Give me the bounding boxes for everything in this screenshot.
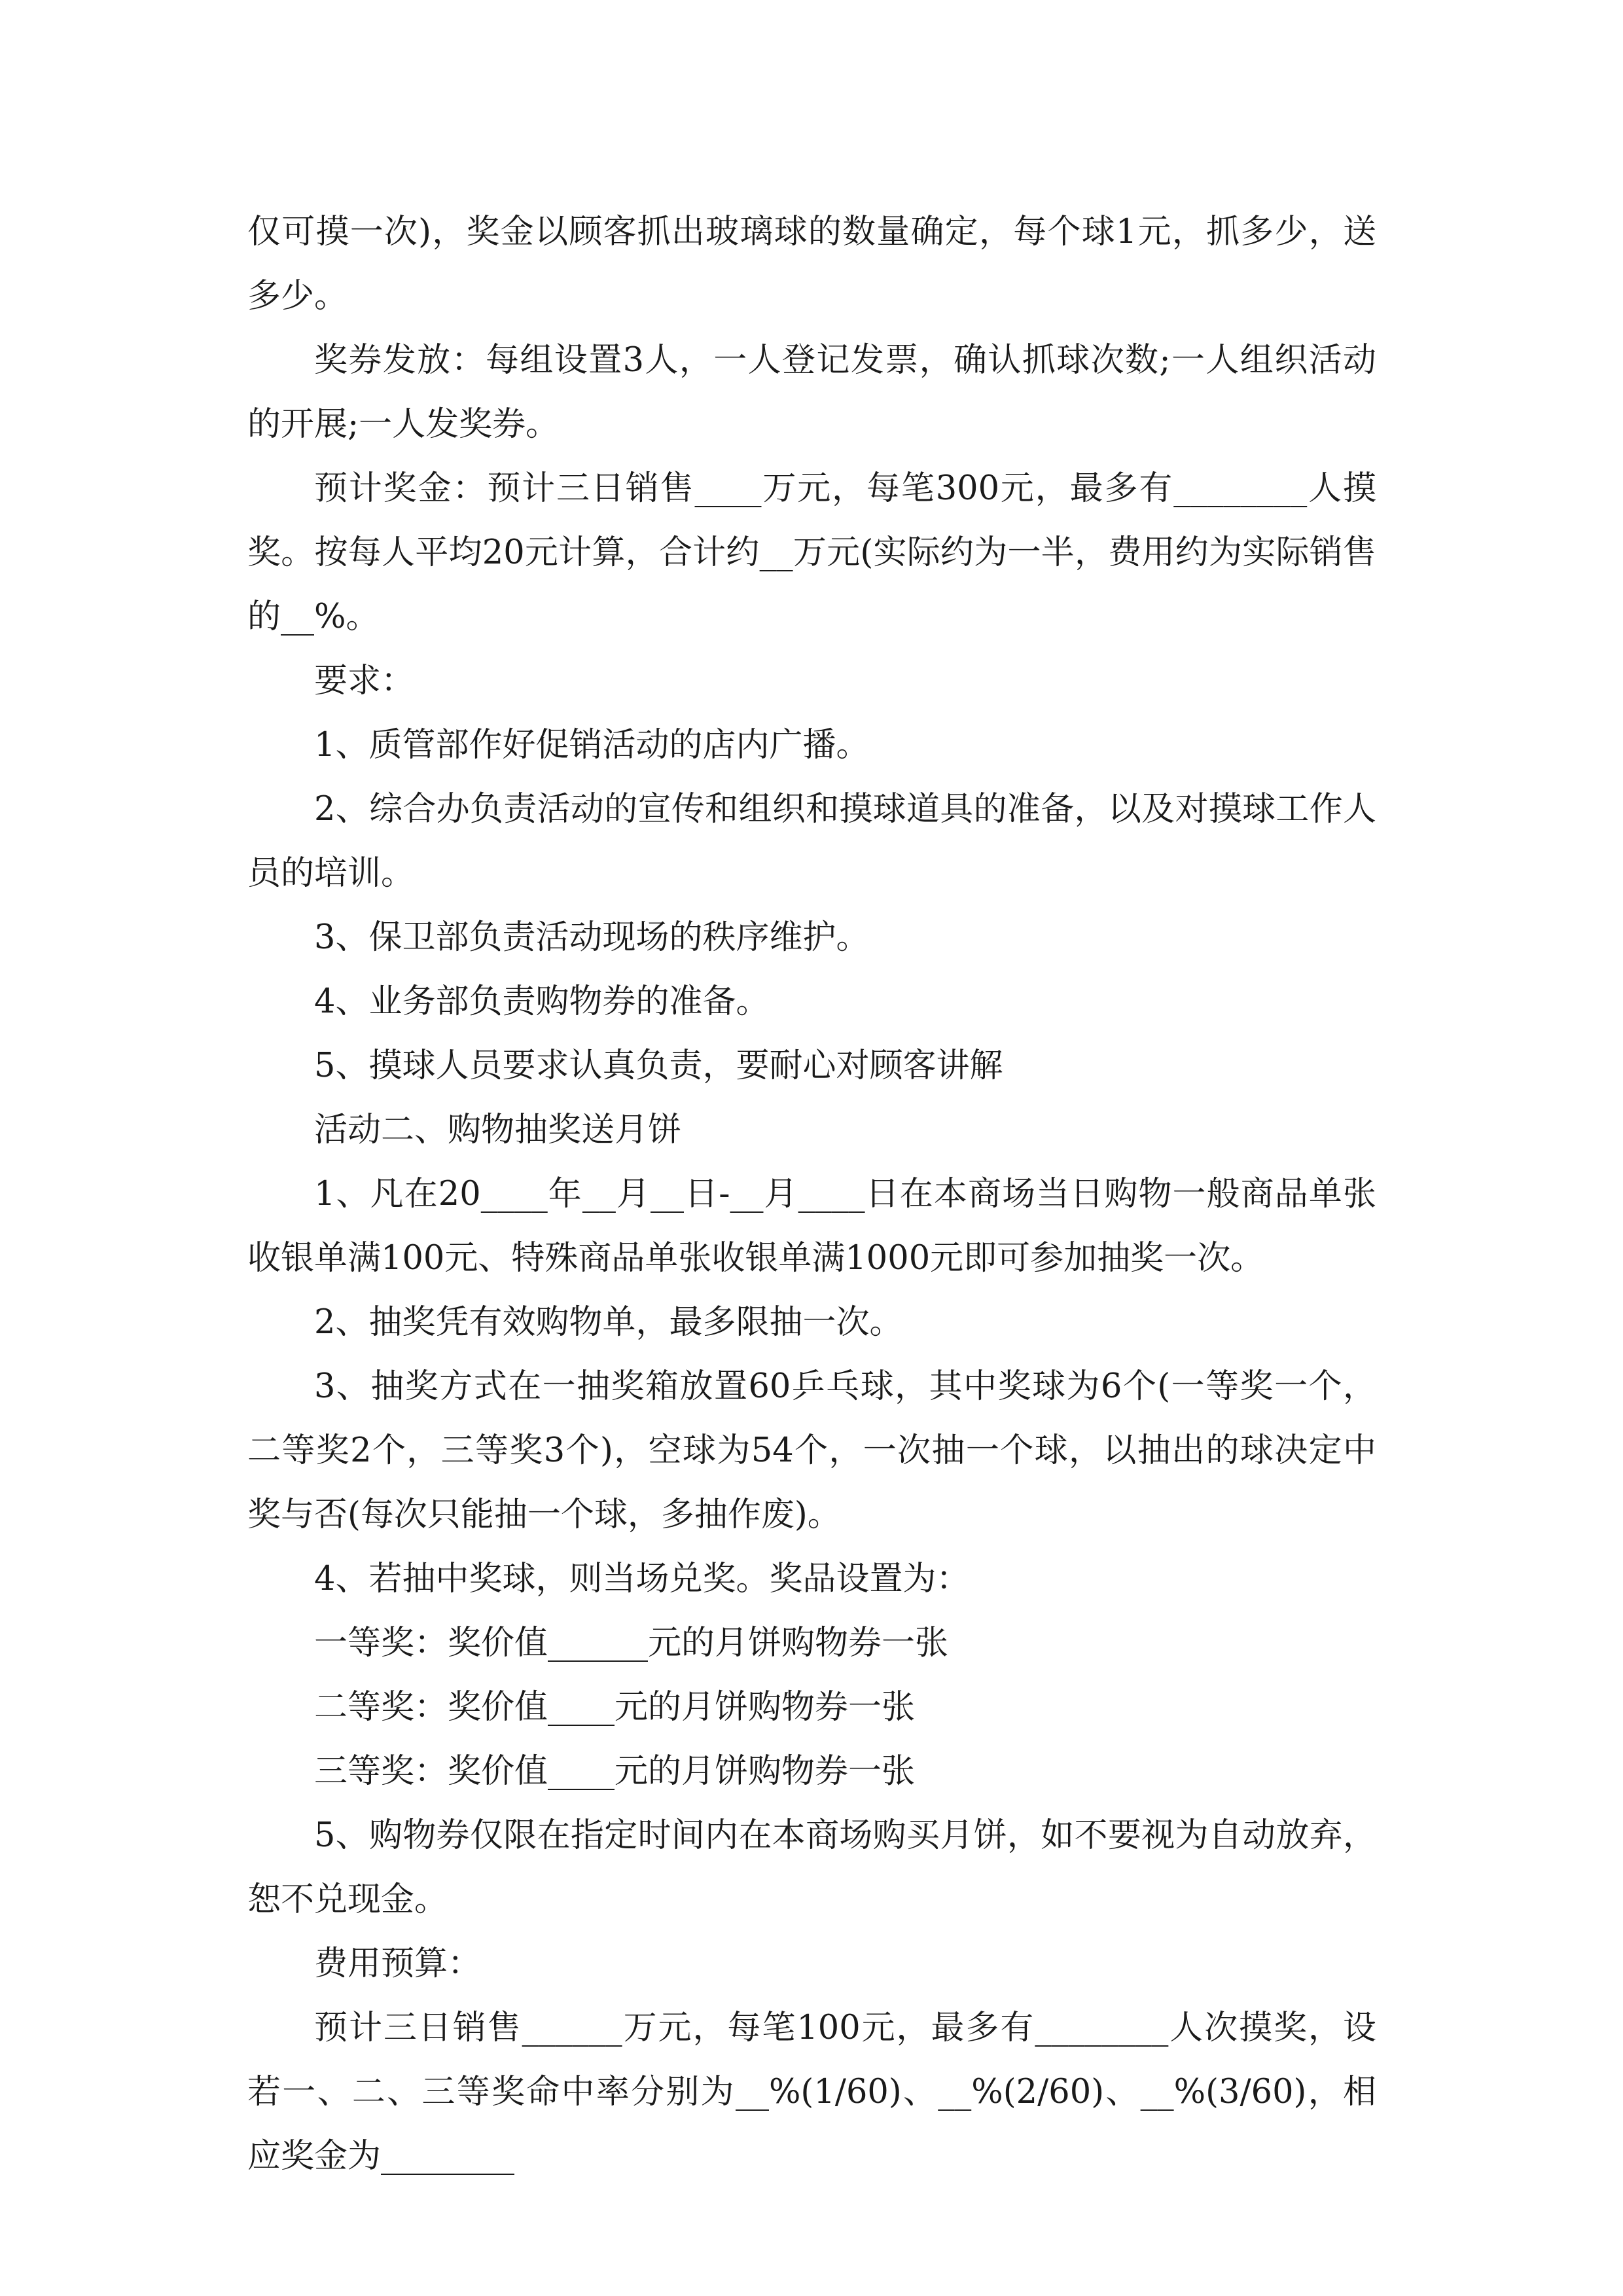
paragraph-5: 1、质管部作好促销活动的店内广播。: [314, 726, 870, 764]
paragraph-1: 仅可摸一次)，奖金以顾客抓出玻璃球的数量确定，每个球1元，抓多少，送多少。: [247, 213, 1376, 315]
paragraph-8: 4、业务部负责购物券的准备。: [314, 982, 770, 1021]
paragraph-19: 费用预算：: [314, 1945, 482, 1983]
paragraph-16: 二等奖：奖价值____元的月饼购物券一张: [314, 1688, 916, 1727]
paragraph-2: 奖券发放：每组设置3人，一人登记发票，确认抓球次数;一人组织活动的开展;一人发奖券。: [247, 341, 1376, 444]
paragraph-20: 预计三日销售______万元，每笔100元，最多有________人次摸奖，设若一、二、三等奖命中率分别为__%(1/60)、__%(2/60)、__%(3/60)，相应奖金为________: [247, 2009, 1376, 2176]
paragraph-13: 3、抽奖方式在一抽奖箱放置60乒乓球，其中奖球为6个(一等奖一个，二等奖2个，三等奖3个)，空球为54个，一次抽一个球，以抽出的球决定中奖与否(每次只能抽一个球，多抽作废)。: [247, 1367, 1376, 1534]
paragraph-14: 4、若抽中奖球，则当场兑奖。奖品设置为：: [314, 1560, 970, 1598]
paragraph-6: 2、综合办负责活动的宣传和组织和摸球道具的准备，以及对摸球工作人员的培训。: [247, 790, 1376, 893]
paragraph-17: 三等奖：奖价值____元的月饼购物券一张: [314, 1752, 916, 1791]
document-body: [247, 200, 1376, 2189]
paragraph-3: 预计奖金：预计三日销售____万元，每笔300元，最多有________人摸奖。按每人平均20元计算，合计约__万元(实际约为一半，费用约为实际销售的__%。: [247, 469, 1376, 636]
paragraph-4: 要求：: [314, 662, 415, 700]
paragraph-15: 一等奖：奖价值______元的月饼购物券一张: [314, 1624, 949, 1662]
paragraph-18: 5、购物券仅限在指定时间内在本商场购买月饼，如不要视为自动放弃，恕不兑现金。: [247, 1816, 1376, 1919]
paragraph-11: 1、凡在20____年__月__日-__月____日在本商场当日购物一般商品单张收银单满100元、特殊商品单张收银单满1000元即可参加抽奖一次。: [247, 1175, 1376, 1278]
paragraph-12: 2、抽奖凭有效购物单，最多限抽一次。: [314, 1303, 903, 1342]
paragraph-9: 5、摸球人员要求认真负责，要耐心对顾客讲解: [314, 1047, 1003, 1085]
paragraph-10: 活动二、购物抽奖送月饼: [314, 1111, 682, 1149]
paragraph-7: 3、保卫部负责活动现场的秩序维护。: [314, 918, 870, 957]
